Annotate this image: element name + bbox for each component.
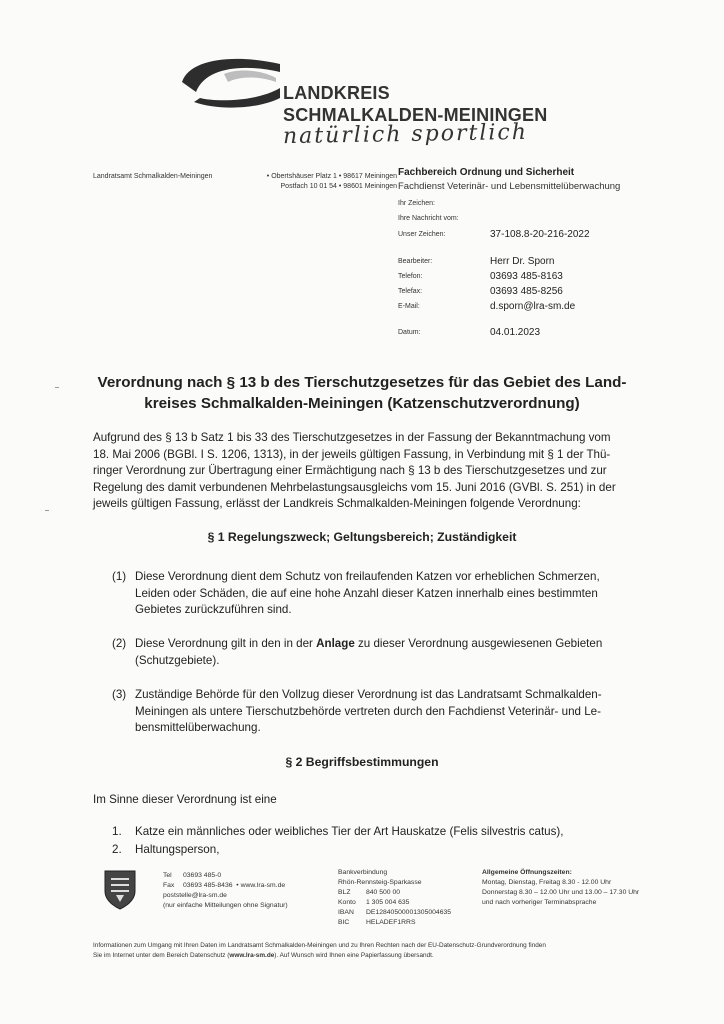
clause-number: (2) — [112, 637, 127, 650]
footer-tel-line — [163, 871, 333, 881]
definition-number: 1. — [112, 825, 122, 838]
footer-privacy-segment: Sie im Internet unter dem Bereich Datenschutz ( — [93, 952, 230, 959]
district-logo-icon — [176, 52, 286, 110]
footer-privacy-link[interactable]: www.lra-sm.de — [229, 952, 275, 959]
sender-address — [251, 172, 397, 192]
document-title-line2: kreises Schmalkalden-Meiningen (Katzenschutzverordnung) — [144, 395, 580, 412]
footer-bic-line — [338, 918, 478, 928]
telefon-value: 03693 485-8163 — [490, 271, 563, 282]
margin-mark — [45, 510, 49, 511]
footer-konto-value: 1 305 004 635 — [366, 899, 410, 906]
footer-contact — [163, 871, 333, 911]
clause-line: Meiningen als untere Tierschutzbehörde vertreten durch den Fachdienst Veterinär- und Le- — [135, 704, 601, 718]
slogan: natürlich sportlich — [282, 119, 529, 150]
footer-konto-label: Konto — [338, 899, 356, 906]
intro-paragraph — [93, 430, 673, 513]
clause-number: (1) — [112, 570, 127, 583]
intro-line: Aufgrund des § 13 b Satz 1 bis 33 des Tierschutzgesetzes in der Fassung der Bekanntmachung vom — [93, 431, 611, 444]
footer-fax-value: 03693 485-8436 — [183, 882, 233, 889]
footer-hours — [482, 868, 682, 908]
footer-iban-line — [338, 908, 478, 918]
footer-bic-value: HELADEF1RRS — [366, 919, 416, 926]
footer-privacy-line1: Informationen zum Umgang mit Ihren Daten im Landratsamt Schmalkalden-Meiningen und zu Ihren Rechten nach der EU-Datenschutz-Grundverordnung finden — [93, 942, 546, 949]
district-name-line2: SCHMALKALDEN-MEININGEN — [283, 105, 548, 125]
footer-bank — [338, 868, 478, 928]
ihr-zeichen-label: Ihr Zeichen: — [398, 200, 435, 207]
footer-hours-line: und nach vorheriger Terminabsprache — [482, 899, 597, 906]
clause-line — [135, 636, 675, 653]
footer-privacy-line2 — [93, 951, 693, 961]
district-name-line1: LANDKREIS — [283, 83, 390, 103]
document-title — [60, 372, 664, 414]
unser-zeichen-value: 37-108.8-20-216-2022 — [490, 229, 590, 240]
footer-iban-value: DE12840500001305004635 — [366, 909, 452, 916]
datum-label: Datum: — [398, 329, 421, 336]
footer-web: • www.lra-sm.de — [236, 882, 286, 889]
footer-bic-label: BIC — [338, 919, 350, 926]
sender-address-line1: • Obertshäuser Platz 1 • 98617 Meiningen — [266, 173, 397, 180]
intro-line: jeweils gültigen Fassung, erlässt der Landkreis Schmalkalden-Meiningen folgende Verordnung: — [93, 497, 581, 511]
footer-hours-title: Allgemeine Öffnungszeiten: — [482, 869, 572, 876]
clause-line: Gebietes zurückzuführen sind. — [135, 603, 292, 617]
footer-tel-value: 03693 485-0 — [183, 872, 222, 879]
unser-zeichen-label: Unser Zeichen: — [398, 231, 446, 238]
footer-email: poststelle@lra-sm.de — [163, 892, 227, 899]
sender-address-line2: Postfach 10 01 54 • 98601 Meiningen — [280, 183, 397, 190]
clause-line: (Schutzgebiete). — [135, 653, 220, 667]
footer-email-note: (nur einfache Mitteilungen ohne Signatur) — [163, 902, 288, 909]
telefax-label: Telefax: — [398, 288, 423, 295]
footer-fax-line — [163, 881, 333, 891]
footer-bank-title: Bankverbindung — [338, 869, 388, 876]
bearbeiter-value: Herr Dr. Sporn — [490, 256, 555, 267]
footer-hours-line: Donnerstag 8.30 – 12.00 Uhr und 13.00 – 17.30 Uhr — [482, 889, 640, 896]
intro-line: 18. Mai 2006 (BGBl. I S. 1206, 1313), in der jeweils gültigen Fassung, in Verbindung mit § 1 der Thü- — [93, 447, 611, 461]
definition-number: 2. — [112, 843, 122, 856]
footer-konto-line — [338, 898, 478, 908]
clause-number: (3) — [112, 688, 127, 701]
footer-blz-label: BLZ — [338, 889, 351, 896]
email-value: d.sporn@lra-sm.de — [490, 301, 576, 312]
footer-bank-name: Rhön-Rennsteig-Sparkasse — [338, 879, 422, 886]
footer-blz-value: 840 500 00 — [366, 889, 401, 896]
clause-line: Leiden oder Schäden, die auf eine hohe Anzahl dieser Katzen innerhalb eines bestimmten — [135, 586, 598, 600]
section1-heading: § 1 Regelungszweck; Geltungsbereich; Zuständigkeit — [207, 530, 517, 544]
clause-line: Zuständige Behörde für den Vollzug dieser Verordnung ist das Landratsamt Schmalkalden- — [135, 688, 602, 701]
footer-privacy-segment: ). Auf Wunsch wird Ihnen eine Papierfassung übersandt. — [274, 952, 434, 959]
department-title: Fachbereich Ordnung und Sicherheit — [398, 167, 575, 178]
definition-text: Haltungsperson, — [135, 843, 220, 856]
bearbeiter-label: Bearbeiter: — [398, 258, 433, 265]
clause-line: bensmittelüberwachung. — [135, 721, 261, 735]
intro-line: Regelung des damit verbundenen Mehrbelastungsausgleichs vom 15. Juni 2016 (GVBl. S. 251) in der — [93, 480, 616, 494]
clause-2-text — [135, 636, 675, 669]
footer-privacy-note — [93, 941, 693, 961]
clause-text-segment: Diese Verordnung gilt in den in der — [135, 637, 317, 650]
footer-fax-label: Fax — [163, 882, 175, 889]
definition-text: Katze ein männliches oder weibliches Tier der Art Hauskatze (Felis silvestris catus), — [135, 825, 564, 838]
datum-value: 04.01.2023 — [490, 327, 541, 338]
footer-hours-line: Montag, Dienstag, Freitag 8.30 - 12.00 Uhr — [482, 879, 612, 886]
clause-line: Diese Verordnung dient dem Schutz von freilaufenden Katzen vor erheblichen Schmerzen, — [135, 570, 600, 583]
document-title-line1: Verordnung nach § 13 b des Tierschutzgesetzes für das Gebiet des Land- — [97, 374, 627, 391]
clause-text-segment: zu dieser Verordnung ausgewiesenen Gebieten — [354, 637, 603, 650]
section2-intro: Im Sinne dieser Verordnung ist eine — [93, 793, 277, 806]
intro-line: ringer Verordnung zur Übertragung einer Ermächtigung nach § 13 b des Tierschutzgesetzes und zur — [93, 464, 607, 478]
section2-heading: § 2 Begriffsbestimmungen — [285, 755, 439, 769]
margin-mark — [55, 387, 59, 388]
coat-of-arms-icon — [103, 869, 137, 911]
sender-block — [93, 172, 397, 190]
footer-blz-line — [338, 888, 478, 898]
telefon-label: Telefon: — [398, 273, 423, 280]
footer-iban-label: IBAN — [338, 909, 354, 916]
clause-3-text — [135, 687, 675, 737]
email-label: E-Mail: — [398, 303, 420, 310]
anlage-reference: Anlage — [316, 637, 355, 650]
ihre-nachricht-label: Ihre Nachricht vom: — [398, 215, 459, 222]
clause-1-text — [135, 569, 675, 619]
sender-name: Landratsamt Schmalkalden-Meiningen — [93, 173, 213, 180]
footer-tel-label: Tel — [163, 872, 172, 879]
telefax-value: 03693 485-8256 — [490, 286, 563, 297]
department-subtitle: Fachdienst Veterinär- und Lebensmittelüberwachung — [398, 181, 621, 192]
